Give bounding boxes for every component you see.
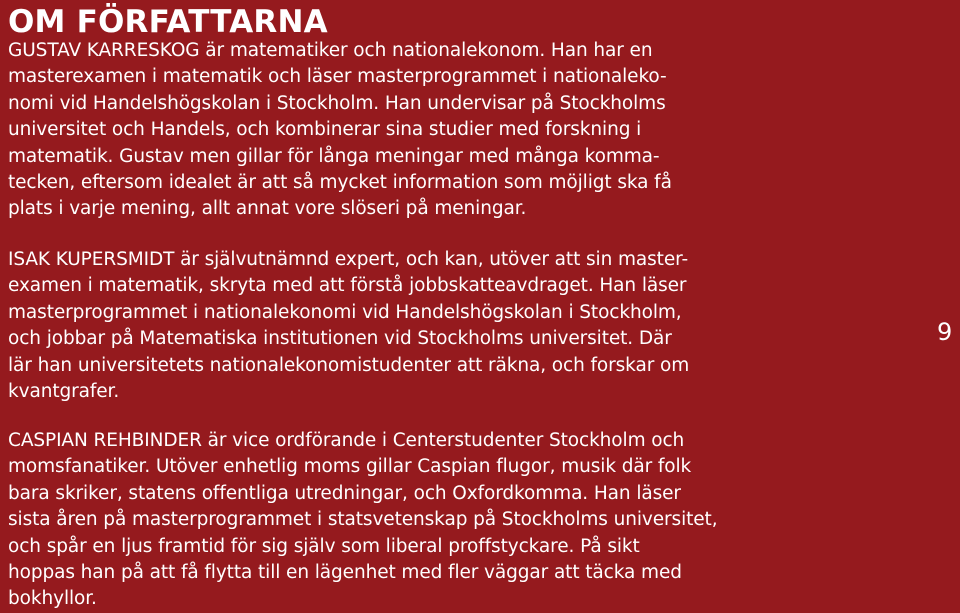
bio-line: hoppas han på att få flytta till en lägenhet med fler väggar att täcka med <box>8 562 682 584</box>
bio-line: bara skriker, statens offentliga utredningar, och Oxfordkomma. Han läser <box>8 482 681 504</box>
bio-line: tecken, eftersom idealet är att så mycket information som möjligt ska få <box>8 172 672 194</box>
bio-line: plats i varje mening, allt annat vore slöseri på meningar. <box>8 198 527 220</box>
bio-line: GUSTAV KARRESKOG är matematiker och nationalekonom. Han har en <box>8 40 653 61</box>
bio-line: nomi vid Handelshögskolan i Stockholm. Han undervisar på Stockholms <box>8 92 666 114</box>
bio-line: matematik. Gustav men gillar för långa meningar med många komma- <box>8 145 660 167</box>
page-number: 9 <box>937 318 953 346</box>
bio-line: masterexamen i matematik och läser masterprogrammet i nationaleko- <box>8 66 667 88</box>
bio-line: examen i matematik, skryta med att förstå jobbskatteavdraget. Han läser <box>8 275 687 297</box>
bio-line: bokhyllor. <box>8 588 97 610</box>
page-heading: OM FÖRFATTARNA <box>8 4 328 40</box>
bio-line: momsfanatiker. Utöver enhetlig moms gillar Caspian flugor, musik där folk <box>8 456 692 478</box>
author-bio-gustav <box>8 38 672 223</box>
author-bio-isak <box>8 247 689 405</box>
bio-line: universitet och Handels, och kombinerar sina studier med forskning i <box>8 119 642 141</box>
bio-line: ISAK KUPERSMIDT är självutnämnd expert, och kan, utöver att sin master- <box>8 249 689 270</box>
bio-line: sista åren på masterprogrammet i statsvetenskap på Stockholms universitet, <box>8 509 718 531</box>
author-bio-caspian <box>8 428 718 613</box>
bio-line: kvantgrafer. <box>8 381 120 403</box>
bio-line: och jobbar på Matematiska institutionen vid Stockholms universitet. Där <box>8 328 672 350</box>
bio-line: och spår en ljus framtid för sig själv som liberal proffstyckare. På sikt <box>8 535 640 557</box>
bio-line: CASPIAN REHBINDER är vice ordförande i Centerstudenter Stockholm och <box>8 430 685 451</box>
bio-line: lär han universitetets nationalekonomistudenter att räkna, och forskar om <box>8 354 690 376</box>
bio-line: masterprogrammet i nationalekonomi vid Handelshögskolan i Stockholm, <box>8 301 682 323</box>
